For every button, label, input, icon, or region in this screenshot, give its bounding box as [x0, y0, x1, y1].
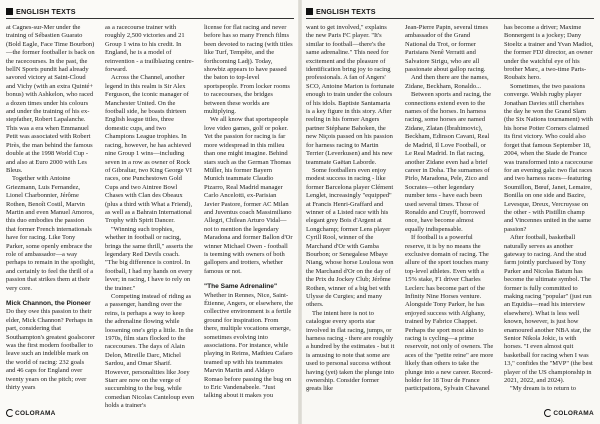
body-paragraph: Do they owe this passion to their elder, Mick Channon? Perhaps in part, considering that Southampton's greatest goalscorer was the first modern footballer to leave such an indelible mark on the world of racing: 232 goals and 46 caps for England over twenty years on the pitch; over thirty years — [6, 308, 95, 392]
body-paragraph: Between sports and racing, the connections extend even to the names of the horses. In harness racing, some horses are named Zidane, Zlatan (Ibrahimovic), Beckham, Edinson Cavani, Real de Madrid, Il Love Football, or Le Real Madrid. In flat racing, another Zidane even had a brief career in Doha. The surnames of Pirlo, Maradona, Pele, Zico and Socrates—other legendary number tens - have each been used several times. Those of Ronaldo and Cruyff, borrowed once, have become almost equally indispensable. — [405, 91, 491, 233]
brand-name: COLORAMA — [15, 409, 56, 417]
body-paragraph: Competing instead of riding as a passenger, handing over the reins, is perhaps a way to keep the adrenaline flowing while loosening one's grip a little. In the 1970s, film stars flocked to the racecourses. The days of Alain Delon, Mireille Darc, Michel Sardou, and Omar Sharif. However, personalities like Joey Starr are now on the verge of succumbing to the bug, while comedian Nicolas Canteloup even holds a trainer's — [105, 293, 194, 410]
body-paragraph: And then there are the names, Zidane, Beckham, Ronaldo... — [405, 74, 489, 90]
text-column — [405, 24, 494, 402]
body-paragraph: Jean-Pierre Papin, several times ambassador of the Grand National du Trot, or former Parisians Nenê Verratti and Salvatore Sirigu, who are all passionate about gallop racing. — [405, 24, 489, 74]
body-paragraph: Sometimes, the two passions converge. Welsh rugby player Jonathan Davies still cherishes the day he won the Grand Slam (the Six Nations tournament) with his horse Potter Corners claimed its first victory. Who could also forget that famous September 18, 2004, when the Stade de France was transformed into a racecourse for an evening gala: two flat races and two harness races—featuring Soumillon, Bœuf, Janet, Lemaire, Bonilla on one side and Bazire, Levesque, Dreux, Vercruysse on the other - with Pistillin champ and Vincennes united in the same passion? — [504, 82, 593, 233]
text-column — [105, 24, 194, 410]
spread-gutter — [298, 0, 302, 424]
body-paragraph: license for flat racing and never before has so many French films been devoted to racing (with titles like Turf, Tempête, and the forthcoming Ladj). Today, showbiz appears to have passed the baton to top-level sportspeople. From locker rooms to racecourses, the bridges between these worlds are multiplying. — [204, 24, 293, 116]
header-square-icon — [306, 8, 313, 15]
text-column — [204, 24, 293, 402]
page-header — [306, 6, 376, 16]
body-paragraph: at Cagnes-sur-Mer under the training of Sébastien Guarato (Bold Eagle, Face Time Bourbon)—the former footballer is back on the racecourses. In the past, the bellN Sports pundit had already savored victory at Saint-Cloud and Vichy (with an extra Quinté+ bonus) with Ashkelon, who raced a dozen times under his colours and under the training of his ex-stepfather, Robert Lapalanche. This was a era when Emmanuel Petit was associated with Robert Pirès, the man behind the famous double at the 1998 World Cup -and also at Euro 2000 with Les Bleus. — [6, 24, 95, 174]
text-column — [504, 24, 593, 402]
header-square-icon — [6, 8, 13, 15]
brand-name: COLORAMA — [553, 409, 594, 417]
subheading: "The Same Adrenaline" — [204, 283, 278, 291]
body-paragraph: We all know that sportspeople love video games, golf or poker. Yet the passion for racing is far more widespread in this milieu than one might imagine. Behind stars such as the German Thomas Müller, his former Bayern Munich teammate Claudio Pizarro, Real Madrid manager Carlo Ancelotti, ex-Parisian Javier Pastore, former AC Milan and Juventus coach Massimiliano Allegri, Chilean Arturo Vidal—not to mention the legendary Maradona and former Ballon d'Or winner Michael Owen - football is teeming with owners of both gallopers and trotters, whether famous or not. — [204, 116, 293, 275]
text-columns — [306, 24, 594, 402]
section-label: ENGLISH TEXTS — [316, 6, 376, 16]
section-label: ENGLISH TEXTS — [16, 6, 76, 16]
brand-logo-icon — [544, 409, 552, 417]
text-column — [306, 24, 395, 402]
header-rule — [6, 18, 294, 19]
brand-logo-icon — [6, 409, 14, 417]
text-columns — [6, 24, 294, 410]
subheading: Mick Channon, the Pioneer — [6, 300, 91, 307]
text-column — [6, 24, 95, 402]
page-footer — [6, 408, 56, 418]
body-paragraph: as a racecourse trainer with roughly 2,500 victories and 21 Group 1 wins to his credit. In England, he is a model of reinvention - a trailblazing centre-forward. — [105, 24, 194, 74]
body-paragraph: Across the Channel, another legend in this realm is Sir Alex Ferguson, the iconic manager of Manchester United. On the football side, he boasts thirteen English league titles, three domestic cups, and two Champions League trophies. In racing, however, he has achieved nine Group 1 wins—including seven in a row as owner of Rock of Gibraltar, two King George VI races, one Punchestown Gold Cups and two Aintree Bowl Chases with Clan des Obeaux (plus a third with What a Friend), as well as a Bahrain International Trophy with Spirit Dancer. — [105, 74, 193, 225]
body-paragraph: If football is a powerful reserve, it is by no means the exclusive domain of racing. The allure of the sport touches many top-level athletes. Even with a 15% stake, F1 driver Charles Leclerc has become part of the Infinity Nine Horses venture. Alongside Tony Parker, he has enjoyed success with Afghany, trained by Fabrice Chappet. Perhaps the sport most akin to racing is cycling—a prime reservoir, not only of owners. The aces of the "petite reine" are more likely than others to take the plunge into a new career. Record-holder for 18 Tour de France participations, Sylvain Chavanel — [405, 234, 494, 393]
page-footer — [544, 408, 594, 418]
header-rule — [306, 18, 594, 19]
body-paragraph: "Winning such trophies, whether in football or racing, brings the same thrill," asserts the legendary Red Devils coach. "The big difference is control. In football, I had my hands on every lever; in racing, I have to rely on the trainer." — [105, 225, 193, 292]
page-header — [6, 6, 76, 16]
body-paragraph: The intent here is not to catalogue every sports star involved in flat racing, jumps, or harness racing - there are roughly a hundred by the estimates - but it is amusing to note that some are used to personal success without having (yet) taken the plunge into ownership. Consider former greats like — [306, 309, 395, 393]
right-page — [300, 0, 600, 424]
body-paragraph: Some footballers even enjoy modest success in racing - like former Barcelona player Clément Lenglet, increasingly "equipped" at Francis Henri-Graffard and winner of a Listed race with his elegant grey Bois d'Argent at Longchamp; former Lens player Cyrill Rool, winner of the Marchand d'Or with Gamba Bourbon; or Senegalese Mbaye Niang, whose horse Louloua won the Marchand d'Or on the day of the Prix du Jockey Club; Jérôme Rothen, winner of a big bet with Ulysse de Curgies; and many others. — [306, 166, 394, 309]
body-paragraph: After football, basketball naturally serves as another gateway to racing. And the stud farm jointly purchased by Tony Parker and Nicolas Batum has become the ultimate symbol. The former is fully committed to making racing "popular" (just run an Equidia—read his interview elsewhere). What is less well known, however, is just how enamoured another NBA star, the Senior Nikola Jokic, is with horses. "I even almost quit basketball for racing when I was 13," confides the "MVP" (the best player of the US championship in 2021, 2022, and 2024). — [504, 234, 593, 385]
body-paragraph: Together with Antoine Griezmann, Luis Fernandez, Lionel Charbonnier, Jérôme Rothen, Benoît Costil, Marvin Martin and even Manuel Amoros, this duo embodies the passion that former French internationals have for racing. Like Tony Parker, some openly embrace the role of ambassador—a way perhaps to remain in the spotlight, and certainly to feel the thrill of a passion that strikes them at their very core. — [6, 175, 95, 292]
body-paragraph: has become a driver; Maxime Bonnergent is a jockey; Dany Stoeltz a trainer and Yvan Madiot, the former FDJ director, an owner under the watchful eye of his brother Marc, a two-time Paris-Roubaix hero. — [504, 24, 593, 82]
body-paragraph: "My dream is to return to — [510, 385, 577, 393]
body-paragraph: want to get involved," explains the new Paris FC player. "It's similar to football—there's the same adrenaline." This need for excitement and the pleasure of identification bring joy to racing professionals. A fan of Angers' SCO, Antoine Marion is fortunate enough to train under the colours of his idols. Baptiste Santamaria is a key figure in this story. After reeling in his former Angers partner Stéphane Bahoken, the new Niçois passed on his passion for harness racing to Martin Terrier (Leverkusen) and his new teammate Gaëtan Laborde. — [306, 24, 395, 166]
body-paragraph: Whether in Rennes, Nice, Saint-Étienne, Angers, or elsewhere, the collective environment is a fertile ground for inspiration. From there, multiple vocations emerge, sometimes evolving into associations. For instance, while playing in Reims, Mathieu Cafaro teamed up with his teammates Marvin Martin and Aldayo Romao before passing the bug on to Eric Vandenabeele. "Just talking about it makes you — [204, 291, 293, 400]
